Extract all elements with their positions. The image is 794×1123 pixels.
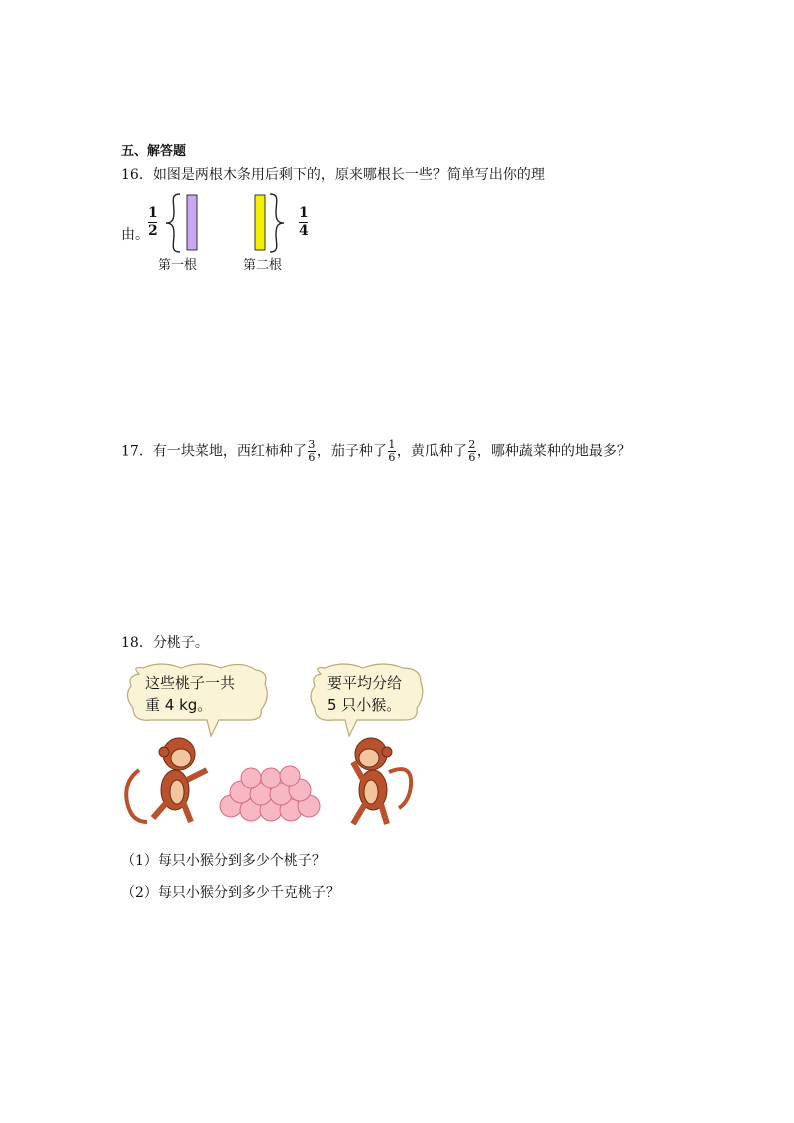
stick1-label: 第一根 <box>158 258 198 273</box>
monkeys-illustration <box>121 662 426 837</box>
q17-mid2: ，黄瓜种了 <box>396 443 467 460</box>
left-monkey <box>126 738 207 822</box>
stick2 <box>255 195 265 250</box>
right-bubble-line1: 要平均分给 <box>327 674 403 692</box>
q18-sub2: （2）每只小猴分到多少千克桃子？ <box>121 885 340 901</box>
fraction-tomato <box>308 439 316 464</box>
frac-num: 1 <box>388 438 396 451</box>
left-bubble-line1: 这些桃子一共 <box>145 674 236 692</box>
frac-den: 6 <box>468 451 476 464</box>
right-bubble-line2: 5 只小猴。 <box>327 696 402 714</box>
stick2-frac-den: 4 <box>299 223 309 239</box>
q16-text-line1: 16．如图是两根木条用后剩下的，原来哪根长一些？简单写出你的理 <box>121 167 545 183</box>
left-bubble-text <box>145 672 235 716</box>
q18-sub1: （1）每只小猴分到多少个桃子？ <box>121 853 326 869</box>
q17-suffix: ，哪种蔬菜种的地最多？ <box>476 443 631 460</box>
q17-text <box>121 439 631 464</box>
frac-num: 3 <box>308 438 316 451</box>
peach-pile <box>220 766 320 821</box>
frac-den: 6 <box>388 451 396 464</box>
q17-mid1: ，茄子种了 <box>316 443 387 460</box>
section-title: 五、解答题 <box>121 144 187 159</box>
right-monkey <box>353 738 411 824</box>
left-bubble-line2: 重 4 kg。 <box>145 696 213 714</box>
stick2-frac-num: 1 <box>299 205 309 221</box>
stick2-label: 第二根 <box>243 258 283 273</box>
stick1 <box>187 195 197 250</box>
stick1-frac-den: 2 <box>148 223 158 239</box>
q18-title: 18．分桃子。 <box>121 635 209 651</box>
q16-text-line2: 由。 <box>121 227 149 243</box>
stick2-fraction <box>299 206 309 239</box>
stick1-fraction <box>148 206 158 239</box>
frac-num: 2 <box>468 438 476 451</box>
left-brace <box>166 194 180 252</box>
q17-prefix: 17．有一块菜地，西红柿种了 <box>121 443 307 460</box>
fraction-eggplant <box>388 439 396 464</box>
frac-den: 6 <box>308 451 316 464</box>
right-brace <box>270 194 284 252</box>
fraction-cucumber <box>468 439 476 464</box>
sticks-drawing <box>160 192 320 256</box>
stick1-frac-num: 1 <box>148 205 158 221</box>
right-bubble-text <box>327 672 402 716</box>
